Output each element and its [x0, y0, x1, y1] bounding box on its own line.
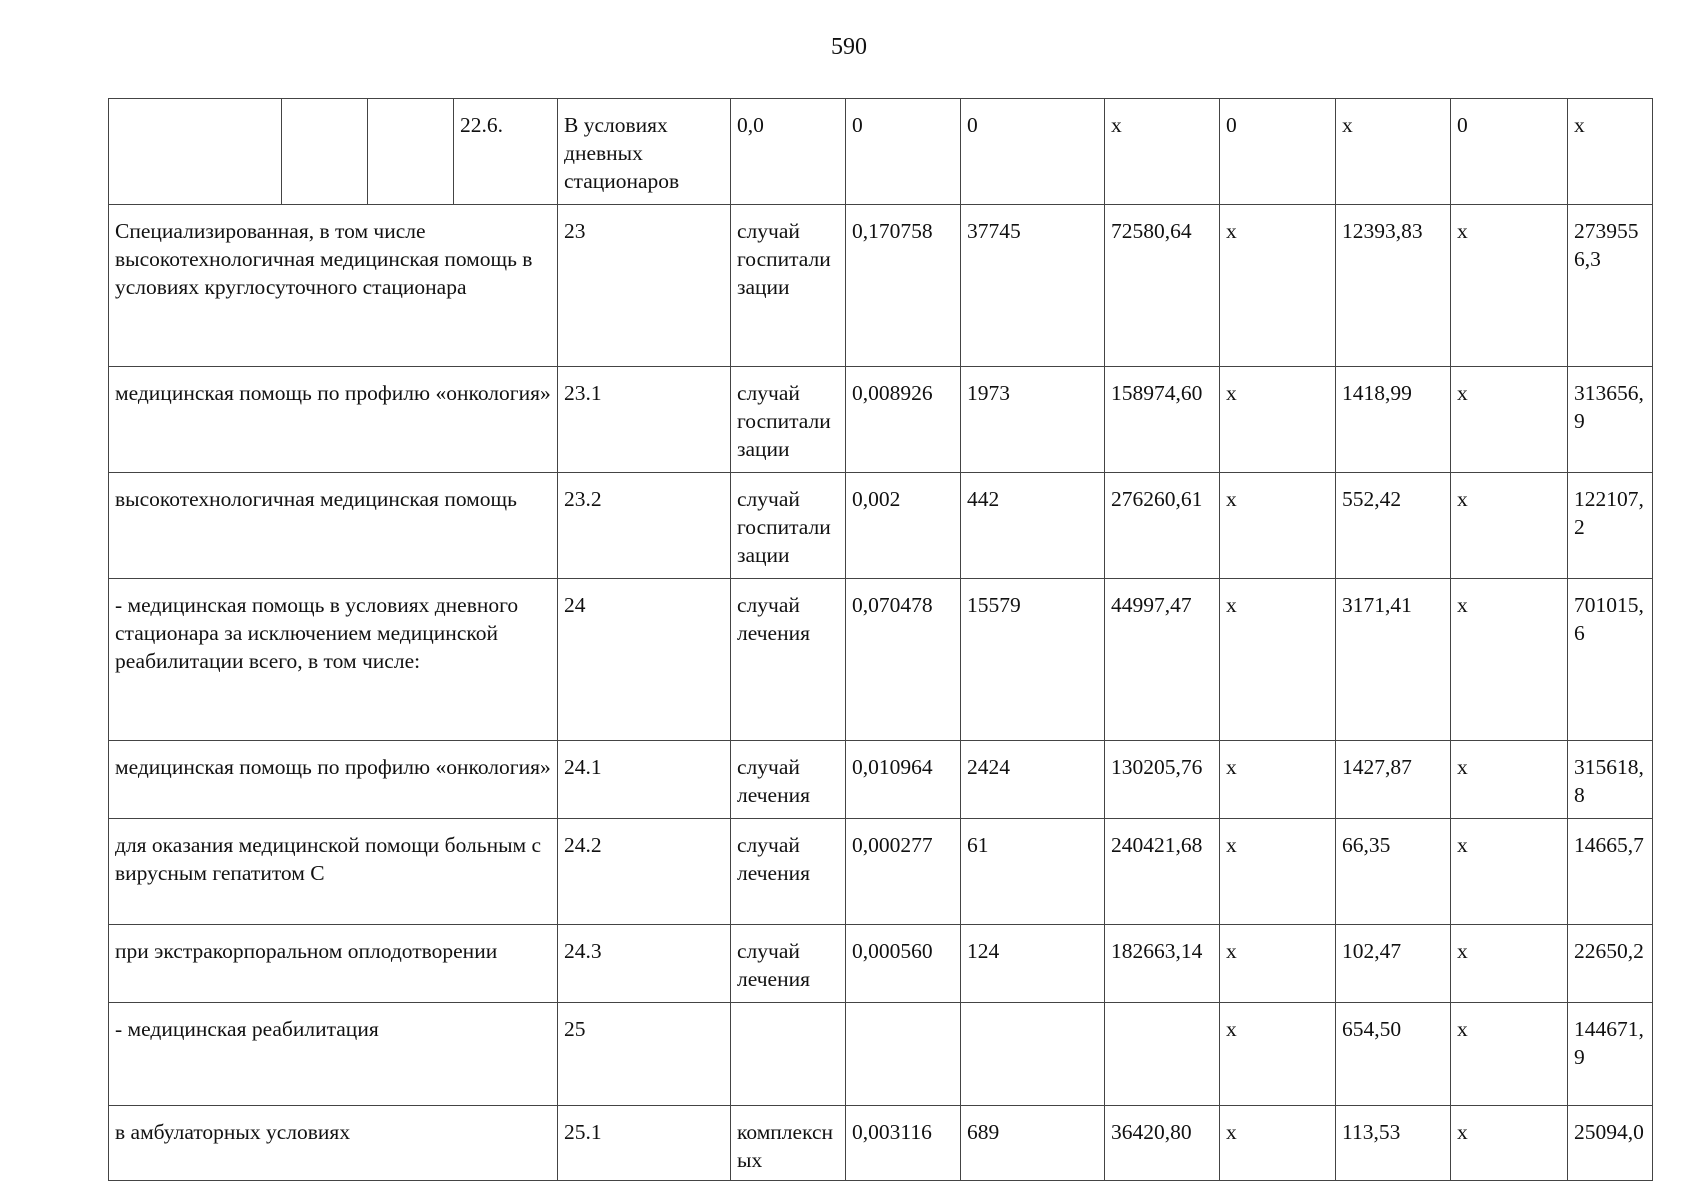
row-code: 23.2: [558, 473, 731, 579]
table-cell: 0,0: [731, 99, 846, 205]
table-cell: 0: [846, 99, 961, 205]
row-name: - медицинская реабилитация: [109, 1003, 558, 1106]
table-cell: 552,42: [1336, 473, 1451, 579]
table-cell: х: [1220, 1003, 1336, 1106]
table-cell: 124: [961, 925, 1105, 1003]
table-cell: 0,000560: [846, 925, 961, 1003]
table-row: [109, 99, 1653, 205]
table-row: [109, 741, 1653, 819]
table-cell: [846, 1003, 961, 1106]
row-code: 24.1: [558, 741, 731, 819]
table-cell: х: [1220, 367, 1336, 473]
table-cell: 36420,80: [1105, 1106, 1220, 1181]
table-cell: 0,002: [846, 473, 961, 579]
table-cell: 240421,68: [1105, 819, 1220, 925]
table-cell: х: [1451, 367, 1568, 473]
table-cell: 0,070478: [846, 579, 961, 741]
table-cell: 66,35: [1336, 819, 1451, 925]
table-cell: х: [1451, 741, 1568, 819]
table-cell: х: [1220, 741, 1336, 819]
table-row: [109, 579, 1653, 741]
row-name: - медицинская помощь в условиях дневного стационара за исключением медицинской реабилитации всего, в том числе:: [109, 579, 558, 741]
table-cell: х: [1336, 99, 1451, 205]
table-cell: 313656,9: [1568, 367, 1653, 473]
data-table: [108, 98, 1653, 1181]
table-cell: х: [1220, 473, 1336, 579]
row-name: при экстракорпоральном оплодотворении: [109, 925, 558, 1003]
table-cell: 2424: [961, 741, 1105, 819]
table-cell: 122107,2: [1568, 473, 1653, 579]
table-cell: 654,50: [1336, 1003, 1451, 1106]
table-cell: х: [1451, 473, 1568, 579]
table-cell: х: [1451, 1003, 1568, 1106]
empty-cell: [368, 99, 454, 205]
row-unit: В условиях дневных стационаров: [558, 99, 731, 205]
table-cell: х: [1220, 1106, 1336, 1181]
row-code: 25.1: [558, 1106, 731, 1181]
table-row: [109, 1003, 1653, 1106]
table-cell: 25094,0: [1568, 1106, 1653, 1181]
row-name: Специализированная, в том числе высокотехнологичная медицинская помощь в условиях круглосуточного стационара: [109, 205, 558, 367]
table-cell: 12393,83: [1336, 205, 1451, 367]
row-name: медицинская помощь по профилю «онкология»: [109, 741, 558, 819]
row-code: 24: [558, 579, 731, 741]
row-name: в амбулаторных условиях: [109, 1106, 558, 1181]
row-unit: случай госпитализации: [731, 473, 846, 579]
table-cell: 0,003116: [846, 1106, 961, 1181]
table-cell: 1427,87: [1336, 741, 1451, 819]
table-row: [109, 925, 1653, 1003]
table-cell: [961, 1003, 1105, 1106]
table-row: [109, 367, 1653, 473]
row-unit: случай госпитализации: [731, 367, 846, 473]
table-cell: 442: [961, 473, 1105, 579]
table-cell: 689: [961, 1106, 1105, 1181]
table-cell: [1105, 1003, 1220, 1106]
table-cell: 72580,64: [1105, 205, 1220, 367]
table-row: [109, 819, 1653, 925]
table-cell: 0,010964: [846, 741, 961, 819]
table-cell: 2739556,3: [1568, 205, 1653, 367]
empty-cell: [282, 99, 368, 205]
row-unit: случай лечения: [731, 925, 846, 1003]
row-code: 25: [558, 1003, 731, 1106]
page-number: 590: [831, 34, 867, 60]
table-cell: х: [1220, 205, 1336, 367]
table-cell: 1418,99: [1336, 367, 1451, 473]
table-cell: 144671,9: [1568, 1003, 1653, 1106]
row-unit: комплексных: [731, 1106, 846, 1181]
table-cell: х: [1451, 819, 1568, 925]
table-cell: х: [1220, 819, 1336, 925]
row-code: 22.6.: [454, 99, 558, 205]
table-row: [109, 473, 1653, 579]
table-cell: х: [1220, 925, 1336, 1003]
table-cell: 37745: [961, 205, 1105, 367]
table-cell: 22650,2: [1568, 925, 1653, 1003]
row-unit: случай лечения: [731, 741, 846, 819]
table-row: [109, 205, 1653, 367]
table-cell: 113,53: [1336, 1106, 1451, 1181]
table-cell: 15579: [961, 579, 1105, 741]
table-cell: 701015,6: [1568, 579, 1653, 741]
table-cell: 158974,60: [1105, 367, 1220, 473]
table-cell: х: [1451, 205, 1568, 367]
empty-cell: [109, 99, 282, 205]
row-code: 23.1: [558, 367, 731, 473]
table-cell: 0: [1220, 99, 1336, 205]
table-row: [109, 1106, 1653, 1181]
row-name: высокотехнологичная медицинская помощь: [109, 473, 558, 579]
table-cell: 0,170758: [846, 205, 961, 367]
table-cell: 276260,61: [1105, 473, 1220, 579]
table-cell: 3171,41: [1336, 579, 1451, 741]
row-code: 24.2: [558, 819, 731, 925]
table-cell: х: [1451, 579, 1568, 741]
table-cell: 315618,8: [1568, 741, 1653, 819]
table-cell: 0,000277: [846, 819, 961, 925]
table-cell: х: [1451, 925, 1568, 1003]
row-unit: случай госпитализации: [731, 205, 846, 367]
row-unit: [731, 1003, 846, 1106]
table-cell: х: [1568, 99, 1653, 205]
table-cell: 182663,14: [1105, 925, 1220, 1003]
table-cell: 130205,76: [1105, 741, 1220, 819]
table-body: [109, 99, 1653, 1181]
table-cell: х: [1220, 579, 1336, 741]
table-cell: 1973: [961, 367, 1105, 473]
row-code: 23: [558, 205, 731, 367]
table-cell: 44997,47: [1105, 579, 1220, 741]
table-cell: х: [1451, 1106, 1568, 1181]
table-cell: 0,008926: [846, 367, 961, 473]
table-cell: 14665,7: [1568, 819, 1653, 925]
table-cell: 61: [961, 819, 1105, 925]
table-cell: 0: [1451, 99, 1568, 205]
table-cell: 102,47: [1336, 925, 1451, 1003]
row-code: 24.3: [558, 925, 731, 1003]
table-cell: х: [1105, 99, 1220, 205]
table-cell: 0: [961, 99, 1105, 205]
row-name: для оказания медицинской помощи больным с вирусным гепатитом С: [109, 819, 558, 925]
row-unit: случай лечения: [731, 819, 846, 925]
row-name: медицинская помощь по профилю «онкология»: [109, 367, 558, 473]
row-unit: случай лечения: [731, 579, 846, 741]
